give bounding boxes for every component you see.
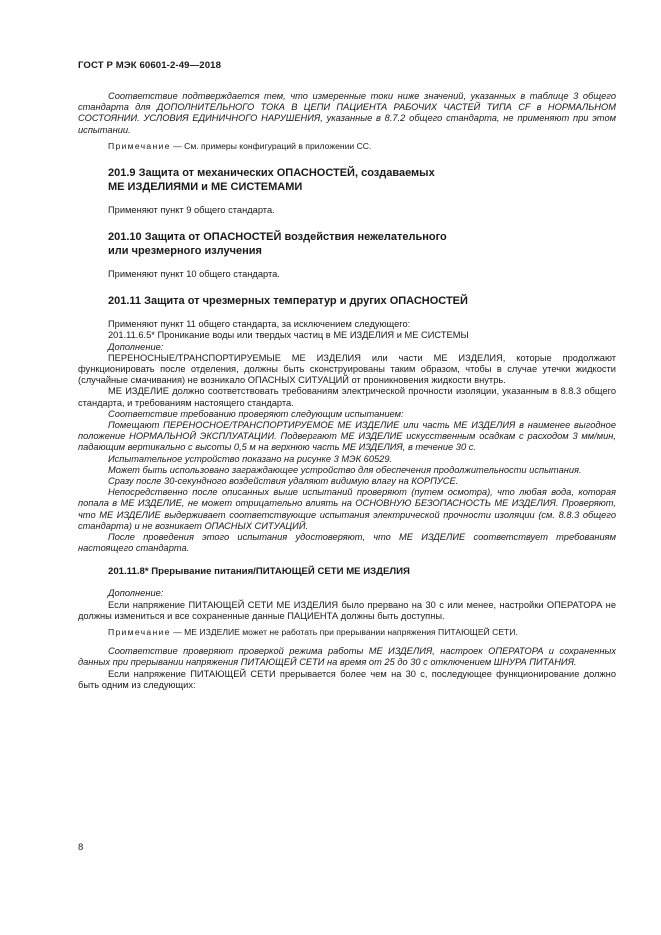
section-heading-201-11: 201.11 Защита от чрезмерных температур и других ОПАСНОСТЕЙ: [108, 295, 468, 308]
paragraph-201-10: Применяют пункт 10 общего стандарта.: [108, 269, 280, 280]
paragraph-portable-devices: ПЕРЕНОСНЫЕ/ТРАНСПОРТИРУЕМЫЕ МЕ ИЗДЕЛИЯ или части МЕ ИЗДЕЛИЯ, которые продолжают функционировать после отделения, должны быть сконструированы таким образом, чтобы в случае утечки жидкости (случайные смачивания) не возникало ОПАСНЫХ СИТУАЦИЙ от проникновения жидкости внутрь.: [78, 352, 616, 386]
note-label: Примечание: [108, 140, 171, 151]
paragraph-201-11-intro: Применяют пункт 11 общего стандарта, за исключением следующего:: [108, 319, 411, 330]
section-heading-201-11-8: 201.11.8* Прерывание питания/ПИТАЮЩЕЙ СЕТИ МЕ ИЗДЕЛИЯ: [108, 566, 410, 578]
paragraph-power-interruption: Если напряжение ПИТАЮЩЕЙ СЕТИ МЕ ИЗДЕЛИЯ было прервано на 30 с или менее, настройки ОПЕРАТОРА не должны измениться и все сохраненные данные ПАЦИЕНТА должны быть доступны.: [78, 599, 616, 621]
note-text: МЕ ИЗДЕЛИЕ может не работать при прерывании напряжения ПИТАЮЩЕЙ СЕТИ.: [184, 627, 518, 638]
paragraph-201-9: Применяют пункт 9 общего стандарта.: [108, 204, 275, 215]
paragraph-201-11-6-5: 201.11.6.5* Проникание воды или твердых частиц в МЕ ИЗДЕЛИЯ и МЕ СИСТЕМЫ: [108, 330, 469, 341]
note-text: См. примеры конфигураций в приложении СС.: [184, 140, 372, 151]
paragraph-dielectric-strength: МЕ ИЗДЕЛИЕ должно соответствовать требованиям электрической прочности изоляции, указанным в 8.8.3 общего стандарта, и требованиям настоящего стандарта.: [78, 386, 616, 408]
paragraph-inspection: Непосредственно после описанных выше испытаний проверяют (путем осмотра), что любая вода, которая попала в МЕ ИЗДЕЛИЕ, не может отрицательно влиять на ОСНОВНУЮ БЕЗОПАСНОСТЬ МЕ ИЗДЕЛИЯ. Проверяют, что МЕ ИЗДЕЛИЕ выдерживает соответствующие испытания электрической прочности изоляции (см. 8.8.3 общего стандарта) и не возникает ОПАСНЫХ СИТУАЦИЙ.: [78, 487, 616, 531]
paragraph-remove-moisture: Сразу после 30-секундного воздействия удаляют видимую влагу на КОРПУСЕ.: [108, 476, 459, 487]
paragraph-test-device: Испытательное устройство показано на рисунке 3 МЭК 60529.: [108, 453, 393, 464]
paragraph-rain-test: Помещают ПЕРЕНОСНОЕ/ТРАНСПОРТИРУЕМОЕ МЕ ИЗДЕЛИЕ или часть МЕ ИЗДЕЛИЯ в наименее выгодное положение НОРМАЛЬНОЙ ЭКСПЛУАТАЦИИ. Подвергают МЕ ИЗДЕЛИЕ искусственным осадкам с расходом 3 мм/мин, падающим вертикально с высоты 0,5 м на верхнюю часть МЕ ИЗДЕЛИЯ, в течение 30 с.: [78, 420, 616, 453]
note-1: Примечание — См. примеры конфигураций в приложении СС.: [108, 140, 372, 151]
note-label: Примечание: [108, 627, 171, 638]
note-2: Примечание — МЕ ИЗДЕЛИЕ может не работать при прерывании напряжения ПИТАЮЩЕЙ СЕТИ.: [108, 627, 518, 638]
paragraph-after-test: После проведения этого испытания удостоверяют, что МЕ ИЗДЕЛИЕ соответствует требованиям настоящего стандарта.: [78, 532, 616, 554]
paragraph-power-over-30s: Если напряжение ПИТАЮЩЕЙ СЕТИ прерывается более чем на 30 с, последующее функционирование должно быть одним из следующих:: [78, 668, 616, 690]
document-header: ГОСТ Р МЭК 60601-2-49—2018: [78, 60, 222, 71]
section-heading-201-10: 201.10 Защита от ОПАСНОСТЕЙ воздействия нежелательного или чрезмерного излучения: [108, 231, 447, 258]
paragraph-compliance-test: Соответствие требованию проверяют следующим испытанием:: [108, 408, 404, 419]
section-heading-201-9: 201.9 Защита от механических ОПАСНОСТЕЙ, создаваемых МЕ ИЗДЕЛИЯМИ и МЕ СИСТЕМАМИ: [108, 166, 435, 193]
paragraph-addition-label-2: Дополнение:: [108, 588, 164, 599]
paragraph-addition-label: Дополнение:: [108, 341, 164, 352]
paragraph-barrier-device: Может быть использовано заграждающее устройство для обеспечения продолжительности испытания.: [108, 464, 582, 475]
paragraph-compliance-power: Соответствие проверяют проверкой режима работы МЕ ИЗДЕЛИЯ, настроек ОПЕРАТОРА и сохраненных данных при прерывании напряжения ПИТАЮЩЕЙ СЕТИ на время от 25 до 30 с отключением ШНУРА ПИТАНИЯ.: [78, 646, 616, 668]
paragraph-compliance-currents: Соответствие подтверждается тем, что измеренные токи ниже значений, указанных в таблице 3 общего стандарта для ДОПОЛНИТЕЛЬНОГО ТОКА В ЦЕПИ ПАЦИЕНТА РАБОЧИХ ЧАСТЕЙ ТИПА CF в НОРМАЛЬНОМ СОСТОЯНИИ. УСЛОВИЯ ЕДИНИЧНОГО НАРУШЕНИЯ, указанные в 8.7.2 общего стандарта, не применяют при этом испытании.: [78, 91, 616, 135]
page-number: 8: [78, 842, 84, 853]
document-body: [78, 91, 616, 691]
